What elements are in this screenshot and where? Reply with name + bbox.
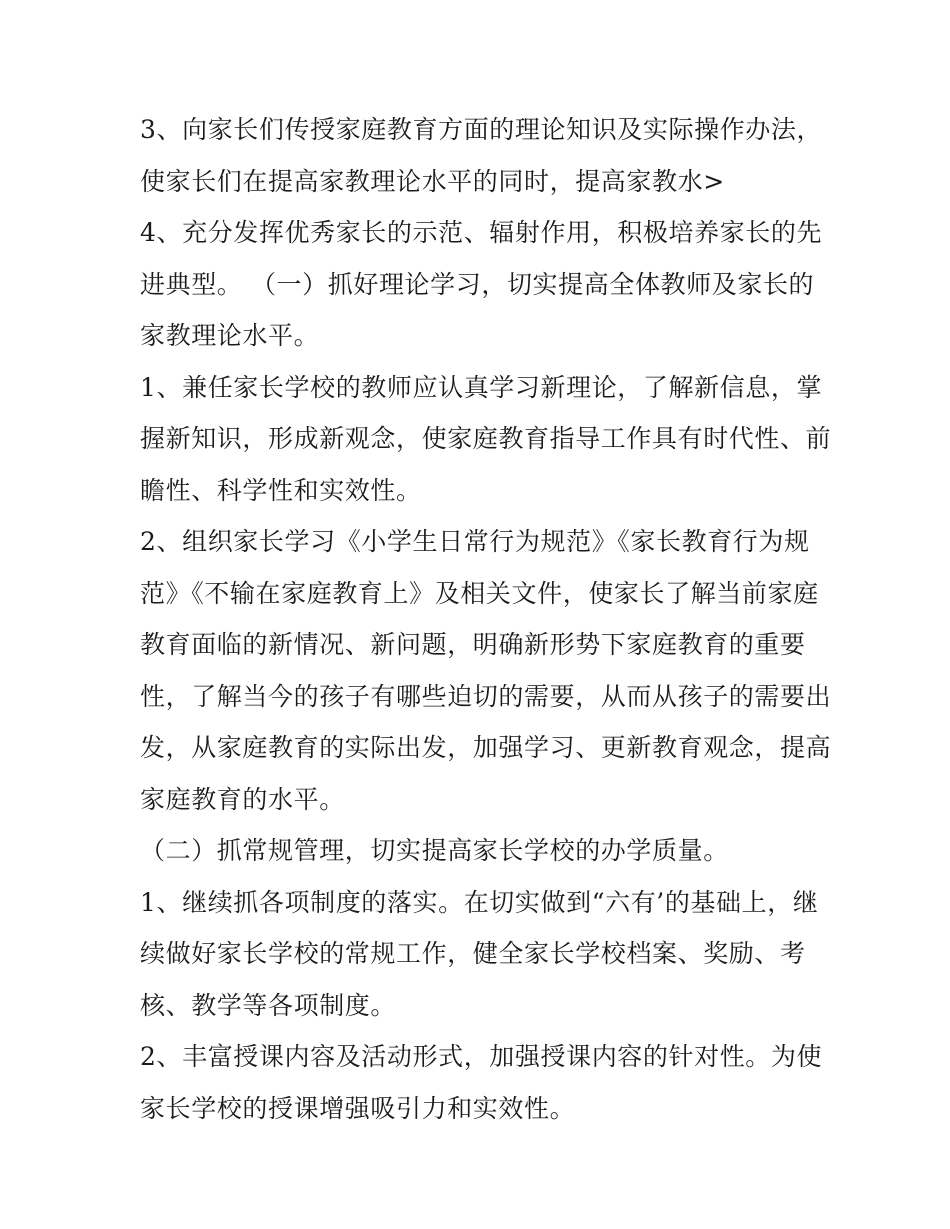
text-line: 使家长们在提高家教理论水平的同时，提高家教水> bbox=[140, 166, 725, 196]
text-line: 教育面临的新情况、新问题，明确新形势下家庭教育的重要 bbox=[140, 630, 806, 659]
text-line: 发，从家庭教育的实际出发，加强学习、更新教育观念，提高 bbox=[140, 733, 832, 762]
text-line: 家长学校的授课增强吸引力和实效性。 bbox=[140, 1093, 576, 1123]
text-line: 1、兼任家长学校的教师应认真学习新理论，了解新信息，掌 bbox=[140, 372, 823, 402]
text-line: 家教理论水平。 bbox=[140, 321, 320, 350]
text-line: 续做好家长学校的常规工作，健全家长学校档案、奖励、考 bbox=[140, 939, 806, 968]
text-line: 性，了解当今的孩子有哪些迫切的需要，从而从孩子的需要出 bbox=[140, 681, 832, 711]
text-line: 2、组织家长学习《小学生日常行为规范》《家长教育行为规 bbox=[140, 527, 810, 556]
text-line: 瞻性、科学性和实效性。 bbox=[140, 475, 422, 505]
text-line: （二）抓常规管理，切实提高家长学校的办学质量。 bbox=[140, 836, 729, 865]
text-line: 家庭教育的水平。 bbox=[140, 784, 345, 814]
text-line: 4、充分发挥优秀家长的示范、辐射作用，积极培养家长的先 bbox=[140, 218, 823, 247]
text-line: 握新知识，形成新观念，使家庭教育指导工作具有时代性、前 bbox=[140, 424, 832, 453]
document-body bbox=[140, 104, 830, 1134]
text-line: 核、教学等各项制度。 bbox=[140, 990, 397, 1020]
text-line: 2、丰富授课内容及活动形式，加强授课内容的针对性。为使 bbox=[140, 1042, 823, 1071]
text-line: 进典型。 （一）抓好理论学习，切实提高全体教师及家长的 bbox=[140, 269, 815, 299]
text-line: 3、向家长们传授家庭教育方面的理论知识及实际操作办法， bbox=[140, 115, 823, 144]
text-line: 范》《不输在家庭教育上》及相关文件，使家长了解当前家庭 bbox=[140, 578, 819, 608]
text-line: 1、继续抓各项制度的落实。在切实做到“六有’的基础上，继 bbox=[140, 887, 819, 917]
